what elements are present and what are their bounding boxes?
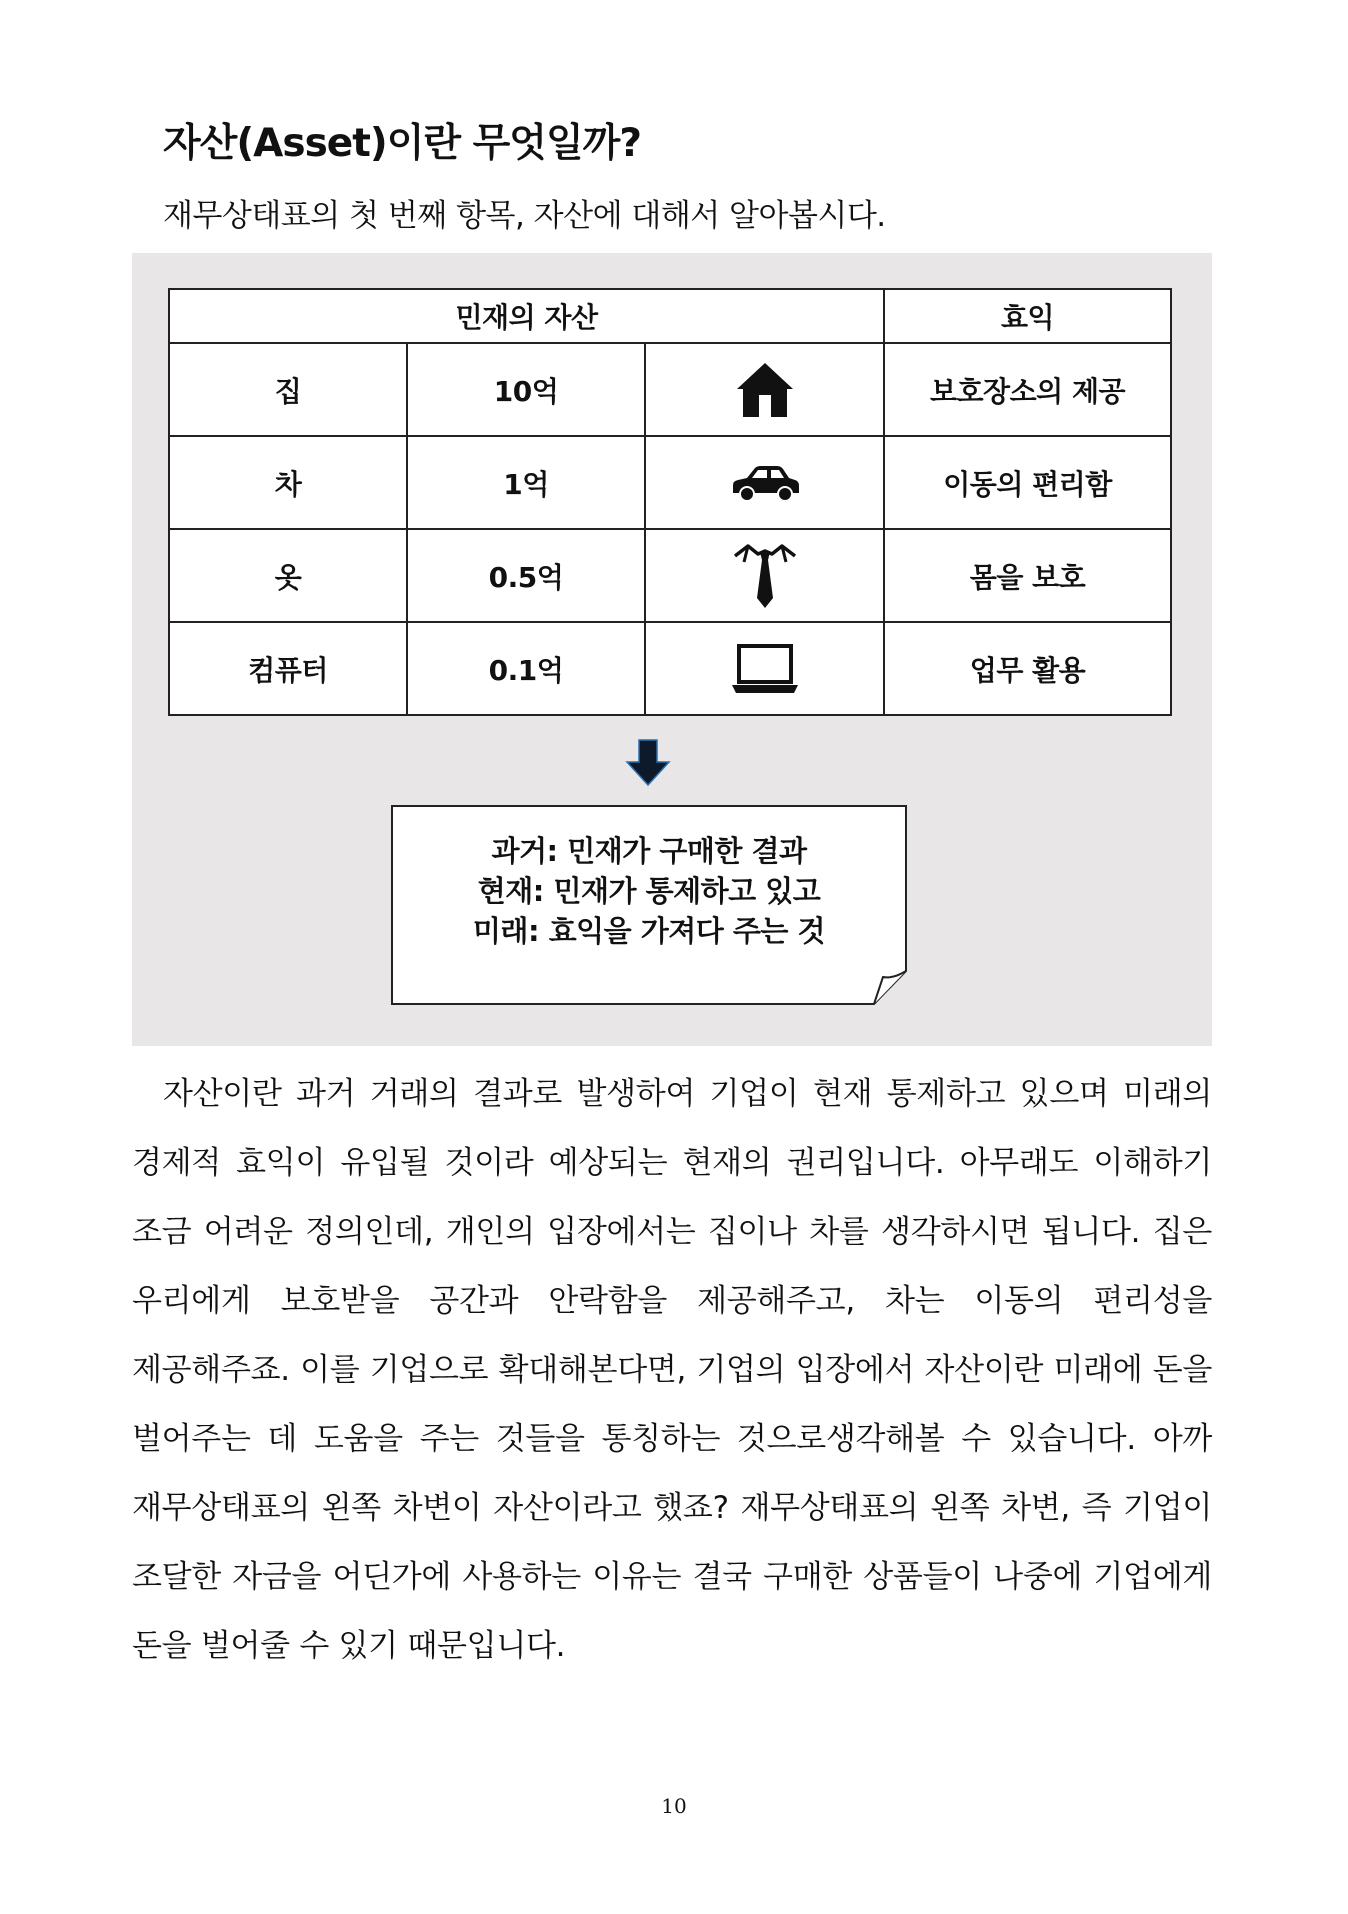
house-icon (734, 361, 796, 419)
asset-benefit: 몸을 보호 (884, 529, 1171, 622)
car-icon (729, 463, 801, 503)
asset-icon-cell (645, 529, 884, 622)
asset-icon-cell (645, 343, 884, 436)
table-row (169, 343, 1171, 436)
asset-value: 10억 (407, 343, 645, 436)
asset-item: 옷 (169, 529, 407, 622)
header-assets: 민재의 자산 (169, 289, 884, 343)
table-header-row (169, 289, 1171, 343)
asset-item: 컴퓨터 (169, 622, 407, 715)
table-row (169, 622, 1171, 715)
asset-icon-cell (645, 622, 884, 715)
asset-item: 차 (169, 436, 407, 529)
arrow-down-icon (625, 738, 671, 788)
page-number: 10 (661, 1794, 687, 1818)
note-line-present: 현재: 민재가 통제하고 있고 (477, 874, 821, 908)
asset-table (168, 288, 1172, 716)
asset-benefit: 보호장소의 제공 (884, 343, 1171, 436)
body-paragraph: 자산이란 과거 거래의 결과로 발생하여 기업이 현재 통제하고 있으며 미래의 경제적 효익이 유입될 것이라 예상되는 현재의 권리입니다. 아무래도 이해하기 조금 어려운 정의인데, 개인의 입장에서는 집이나 차를 생각하시면 됩니다. 집은 우리에게 보호받을 공간과 안락함을 제공해주고, 차는 이동의 편리성을 제공해주죠. 이를 기업으로 확대해본다면, 기업의 입장에서 자산이란 미래에 돈을 벌어주는 데 도움을 주는 것들을 통칭하는 것으로생각해볼 수 있습니다. 아까 재무상태표의 왼쪽 차변이 자산이라고 했죠? 재무상태표의 왼쪽 차변, 즉 기업이 조달한 자금을 어딘가에 사용하는 이유는 결국 구매한 상품들이 나중에 기업에게 돈을 벌어줄 수 있기 때문입니다. (132, 1076, 1212, 1664)
asset-benefit: 업무 활용 (884, 622, 1171, 715)
note-line-future: 미래: 효익을 가져다 주는 것 (472, 914, 826, 948)
table-row (169, 436, 1171, 529)
shirt-tie-icon (732, 542, 798, 610)
asset-definition-note (391, 805, 907, 1005)
note-text (391, 831, 907, 951)
asset-figure-panel (132, 253, 1212, 1046)
asset-benefit: 이동의 편리함 (884, 436, 1171, 529)
page-title: 자산(Asset)이란 무엇일까? (163, 121, 641, 166)
header-benefit: 효익 (884, 289, 1171, 343)
asset-value: 0.5억 (407, 529, 645, 622)
note-line-past: 과거: 민재가 구매한 결과 (491, 834, 807, 868)
laptop-icon (730, 643, 800, 695)
asset-value: 1억 (407, 436, 645, 529)
asset-icon-cell (645, 436, 884, 529)
table-row (169, 529, 1171, 622)
asset-value: 0.1억 (407, 622, 645, 715)
page-subtitle: 재무상태표의 첫 번째 항목, 자산에 대해서 알아봅시다. (163, 198, 886, 234)
asset-item: 집 (169, 343, 407, 436)
